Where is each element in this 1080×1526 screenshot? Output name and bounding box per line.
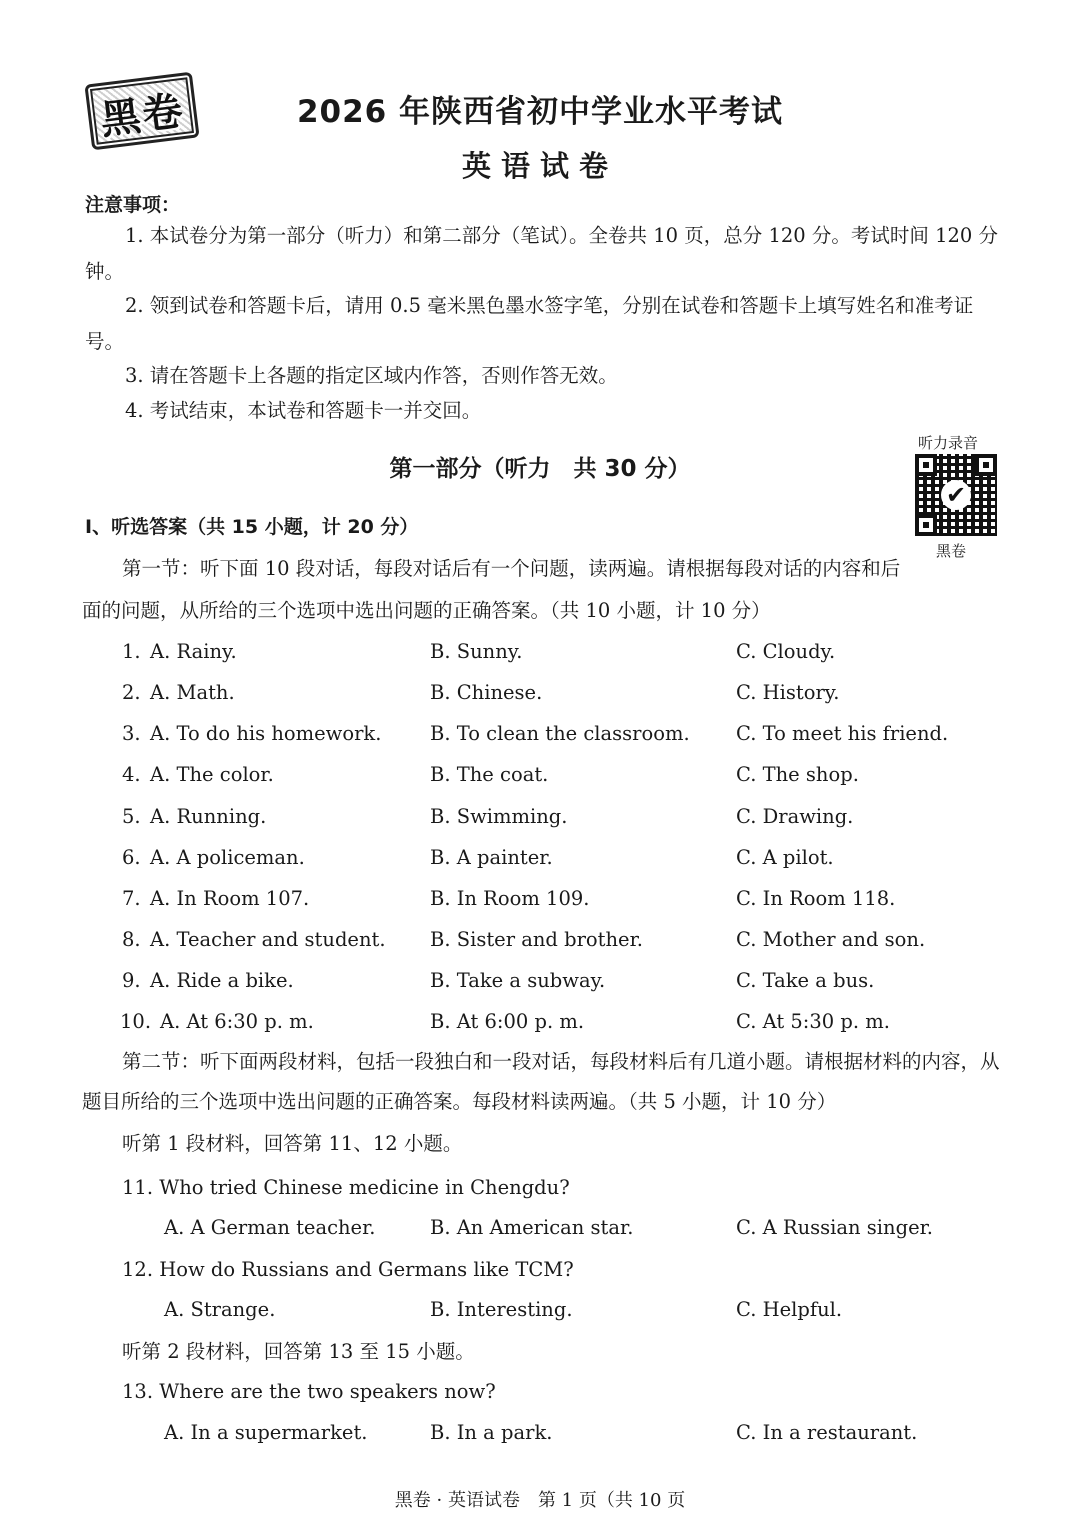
option-a[interactable]: A. Teacher and student. xyxy=(150,928,386,951)
question-stem-row xyxy=(0,1380,1080,1410)
option-a[interactable]: A. In Room 107. xyxy=(150,887,310,910)
question-row xyxy=(0,1216,1080,1246)
question-number: 8. xyxy=(122,928,141,951)
qr-caption-top: 听力录音 xyxy=(918,434,979,452)
question-row xyxy=(0,763,1080,793)
notice-item-1: 1. 本试卷分为第一部分（听力）和第二部分（笔试）。全卷共 10 页，总分 120 分。考试时间 120 分钟。 xyxy=(85,224,998,283)
option-a[interactable]: A. Math. xyxy=(150,681,235,704)
question-row xyxy=(0,1298,1080,1328)
question-number: 1. xyxy=(122,640,141,663)
question-number: 6. xyxy=(122,846,141,869)
question-number: 4. xyxy=(122,763,141,786)
option-a[interactable]: A. To do his homework. xyxy=(150,722,382,745)
option-c[interactable]: C. Mother and son. xyxy=(736,928,926,951)
question-row xyxy=(0,1010,1080,1040)
option-b[interactable]: B. The coat. xyxy=(430,763,549,786)
question-stem-row xyxy=(0,1176,1080,1206)
question-number: 3. xyxy=(122,722,141,745)
question-row xyxy=(0,1421,1080,1451)
question-number: 9. xyxy=(122,969,141,992)
option-c[interactable]: C. Cloudy. xyxy=(736,640,836,663)
option-b[interactable]: B. Swimming. xyxy=(430,805,568,828)
question-number: 10. xyxy=(120,1010,152,1033)
qr-caption-bottom: 黑卷 xyxy=(936,542,967,560)
option-a[interactable]: A. A German teacher. xyxy=(164,1216,376,1239)
option-a[interactable]: A. The color. xyxy=(150,763,274,786)
notice-item-4: 4. 考试结束，本试卷和答题卡一并交回。 xyxy=(125,399,482,422)
question-row xyxy=(0,928,1080,958)
notice-heading: 注意事项： xyxy=(85,194,181,216)
seal-text: 黑卷 xyxy=(98,88,188,144)
option-b[interactable]: B. In Room 109. xyxy=(430,887,590,910)
option-a[interactable]: A. Strange. xyxy=(164,1298,276,1321)
material-1-instructions: 听第 1 段材料，回答第 11、12 小题。 xyxy=(122,1132,463,1155)
question-row xyxy=(0,887,1080,917)
option-b[interactable]: B. Sunny. xyxy=(430,640,523,663)
option-b[interactable]: B. Sister and brother. xyxy=(430,928,643,951)
checkmark-icon: ✔ xyxy=(941,480,971,510)
option-c[interactable]: C. Drawing. xyxy=(736,805,854,828)
option-c[interactable]: C. The shop. xyxy=(736,763,859,786)
option-a[interactable]: A. Ride a bike. xyxy=(150,969,294,992)
notice-item-3: 3. 请在答题卡上各题的指定区域内作答，否则作答无效。 xyxy=(125,364,618,387)
section-heading: Ⅰ、听选答案（共 15 小题，计 20 分） xyxy=(85,516,419,538)
question-number: 7. xyxy=(122,887,141,910)
option-c[interactable]: C. In Room 118. xyxy=(736,887,896,910)
option-c[interactable]: C. At 5:30 p. m. xyxy=(736,1010,890,1033)
option-a[interactable]: A. Rainy. xyxy=(150,640,237,663)
question-row xyxy=(0,681,1080,711)
option-b[interactable]: B. Take a subway. xyxy=(430,969,606,992)
sub2-instructions: 第二节：听下面两段材料，包括一段独白和一段对话，每段材料后有几道小题。请根据材料的内容，从题目所给的三个选项中选出问题的正确答案。每段材料读两遍。（共 5 小题，计 10 分） xyxy=(82,1050,1000,1113)
option-b[interactable]: B. An American star. xyxy=(430,1216,634,1239)
option-b[interactable]: B. In a park. xyxy=(430,1421,553,1444)
question-12-stem: 12. How do Russians and Germans like TCM? xyxy=(122,1258,574,1281)
option-c[interactable]: C. A Russian singer. xyxy=(736,1216,933,1239)
question-row xyxy=(0,969,1080,999)
question-row xyxy=(0,722,1080,752)
notice-item-2: 2. 领到试卷和答题卡后，请用 0.5 毫米黑色墨水签字笔，分别在试卷和答题卡上填写姓名和准考证号。 xyxy=(85,294,974,353)
question-row xyxy=(0,846,1080,876)
question-11-stem: 11. Who tried Chinese medicine in Chengdu? xyxy=(122,1176,570,1199)
option-b[interactable]: B. At 6:00 p. m. xyxy=(430,1010,585,1033)
page-footer: 黑卷 · 英语试卷 第 1 页（共 10 页 xyxy=(394,1490,686,1511)
part1-title: 第一部分（听力 共 30 分） xyxy=(389,456,691,482)
question-number: 2. xyxy=(122,681,141,704)
option-a[interactable]: A. At 6:30 p. m. xyxy=(160,1010,314,1033)
option-b[interactable]: B. To clean the classroom. xyxy=(430,722,690,745)
option-c[interactable]: C. Take a bus. xyxy=(736,969,875,992)
material-2-instructions: 听第 2 段材料，回答第 13 至 15 小题。 xyxy=(122,1340,475,1363)
option-c[interactable]: C. Helpful. xyxy=(736,1298,843,1321)
option-b[interactable]: B. Interesting. xyxy=(430,1298,573,1321)
option-c[interactable]: C. History. xyxy=(736,681,840,704)
question-row xyxy=(0,805,1080,835)
option-c[interactable]: C. To meet his friend. xyxy=(736,722,949,745)
option-b[interactable]: B. Chinese. xyxy=(430,681,543,704)
option-a[interactable]: A. In a supermarket. xyxy=(164,1421,368,1444)
option-b[interactable]: B. A painter. xyxy=(430,846,553,869)
question-stem-row xyxy=(0,1258,1080,1288)
question-13-stem: 13. Where are the two speakers now? xyxy=(122,1380,496,1403)
option-c[interactable]: C. In a restaurant. xyxy=(736,1421,918,1444)
question-row xyxy=(0,640,1080,670)
exam-subtitle: 英语试卷 xyxy=(461,149,618,183)
question-number: 5. xyxy=(122,805,141,828)
option-a[interactable]: A. Running. xyxy=(150,805,267,828)
exam-title: 2026 年陕西省初中学业水平考试 xyxy=(296,94,784,130)
option-c[interactable]: C. A pilot. xyxy=(736,846,834,869)
sub1-instructions: 第一节：听下面 10 段对话，每段对话后有一个问题，读两遍。请根据每段对话的内容和后面的问题，从所给的三个选项中选出问题的正确答案。（共 10 小题，计 10 分） xyxy=(82,557,901,622)
option-a[interactable]: A. A policeman. xyxy=(150,846,305,869)
